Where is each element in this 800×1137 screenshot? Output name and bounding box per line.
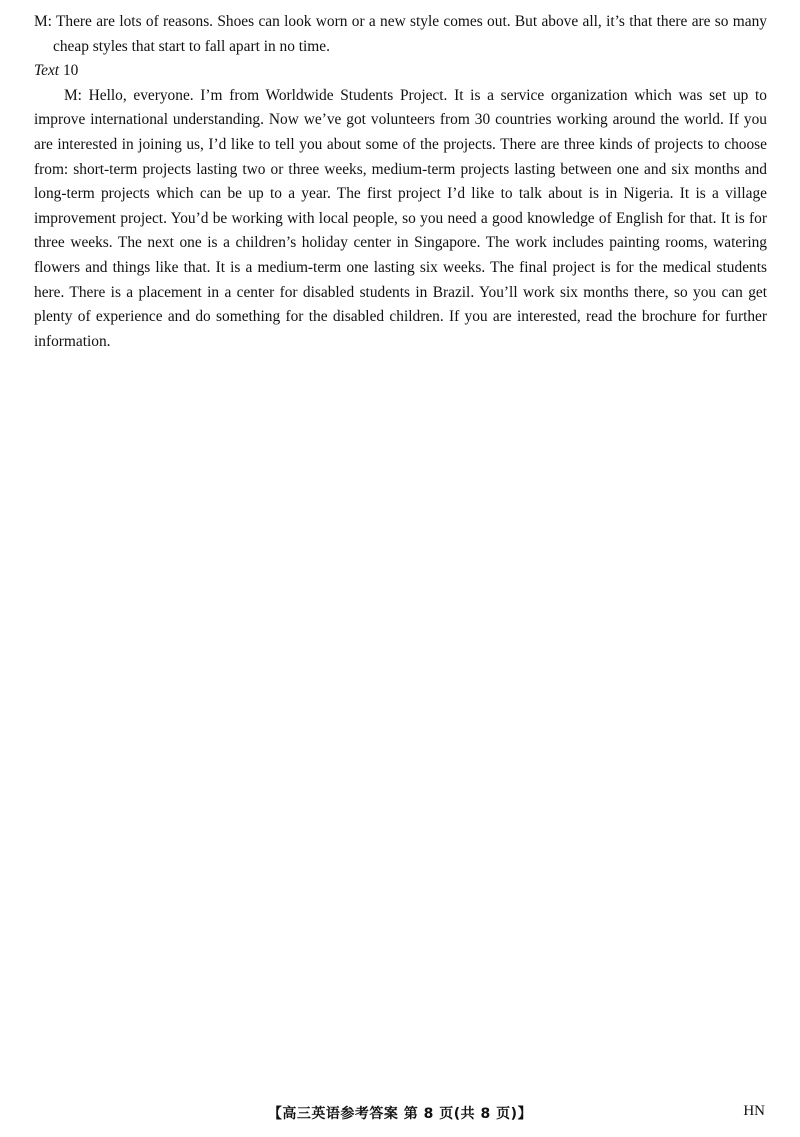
footer-region-code: HN (743, 1103, 765, 1119)
section-heading (34, 59, 767, 84)
dialogue-paragraph: M: There are lots of reasons. Shoes can look worn or a new style comes out. But above all, it’s that there are so many cheap styles that start to fall apart in no time. (34, 13, 767, 55)
section-heading-number: 10 (62, 62, 79, 80)
monologue-paragraph: M: Hello, everyone. I’m from Worldwide Students Project. It is a service organization which was set up to improve international understanding. Now we’ve got volunteers from 30 countries working around the world. If you are interested in joining us, I’d like to tell you about some of the projects. There are three kinds of projects to choose from: short-term projects lasting two or three weeks, medium-term projects lasting between one and six months and long-term projects which can be up to a year. The first project I’d like to talk about is in Nigeria. It is a village improvement project. You’d be working with local people, so you need a good knowledge of English for that. It is for three weeks. The next one is a children’s holiday center in Singapore. The work includes painting rooms, watering flowers and things like that. It is a medium-term one lasting six weeks. The final project is for the medical students here. There is a placement in a center for disabled students in Brazil. You’ll work six months there, so you can get plenty of experience and do something for the disabled children. If you are interested, read the brochure for further information. (34, 86, 767, 350)
section-heading-label: Text (34, 62, 60, 80)
page-footer (0, 1103, 800, 1127)
document-body (34, 10, 767, 354)
footer-page-info: 【高三英语参考答案 第 8 页(共 8 页)】 (267, 1106, 533, 1122)
